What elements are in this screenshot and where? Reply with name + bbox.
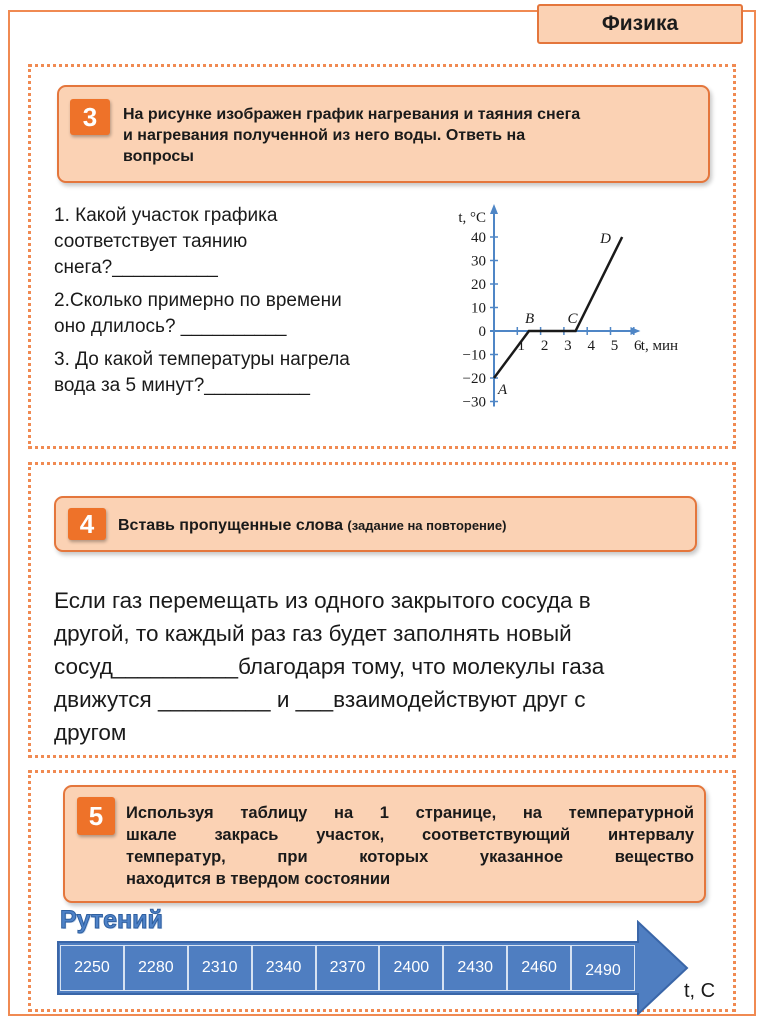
subject-title: Физика [537, 4, 743, 44]
y-axis-arrow [490, 204, 498, 214]
scale-cell[interactable]: 2280 [124, 945, 188, 991]
scale-cell[interactable]: 2490 [571, 945, 635, 991]
x-tick-label: 5 [610, 338, 619, 354]
task5-instruction [126, 802, 694, 890]
question-2-line: оно длилось? __________ [54, 316, 287, 337]
x-tick-label: 1 [517, 338, 526, 354]
question-1-line: снега?__________ [54, 257, 218, 278]
x-axis-title: t, мин [640, 338, 679, 354]
task3-instruction [123, 104, 703, 167]
scale-cell[interactable]: 2400 [379, 945, 443, 991]
scale-axis-label: t, C [684, 980, 716, 1002]
y-tick-label: 40 [471, 230, 486, 246]
task3-questions [54, 203, 424, 399]
x-tick-label: 2 [540, 338, 549, 354]
x-tick-label: 6 [634, 338, 642, 354]
task4-line: другом [54, 720, 127, 745]
task4-paragraph [54, 584, 714, 749]
task4-line: движутся _________ и ___взаимодействуют друг с [54, 687, 586, 712]
y-tick-label: −30 [462, 394, 486, 411]
task4-line: Если газ перемещать из одного закрытого сосуда в [54, 588, 591, 613]
task5-instruction-line: Используя таблицу на 1 странице, на температурной [126, 804, 694, 822]
task4-heading [118, 515, 506, 536]
task5-instruction-line: находится в твердом состоянии [126, 870, 391, 888]
question-2-line: 2.Сколько примерно по времени [54, 290, 342, 311]
point-label: B [524, 311, 535, 327]
y-tick-label: −10 [462, 347, 486, 364]
task5-number: 5 [77, 797, 115, 835]
task4-line: сосуд__________благодаря тому, что молекулы газа [54, 654, 605, 679]
scale-cell[interactable]: 2310 [188, 945, 252, 991]
question-1-line: 1. Какой участок графика [54, 205, 278, 226]
point-label: A [498, 382, 508, 398]
task4-note: (задание на повторение) [347, 518, 507, 533]
temperature-scale [60, 945, 635, 991]
task4-title: Вставь пропущенные слова [118, 517, 343, 534]
heating-curve [494, 237, 622, 378]
x-tick-label: 4 [587, 338, 595, 354]
heating-graph [424, 198, 724, 420]
scale-cell[interactable]: 2460 [507, 945, 571, 991]
scale-cell[interactable]: 2250 [60, 945, 124, 991]
point-label: D [600, 231, 611, 247]
y-tick-label: 10 [471, 300, 486, 317]
scale-cell[interactable]: 2430 [443, 945, 507, 991]
y-axis-title: t, °C [458, 210, 486, 226]
y-tick-label: 0 [478, 324, 486, 340]
task3-number: 3 [70, 99, 110, 135]
x-axis-arrow [630, 327, 640, 335]
task5-instruction-line: температур, при которых указанное вещество [126, 848, 694, 866]
task4-line: другой, то каждый раз газ будет заполнять новый [54, 621, 572, 646]
question-3-line: 3. До какой температуры нагрела [54, 349, 350, 370]
scale-cell[interactable]: 2340 [252, 945, 316, 991]
substance-name: Рутений [60, 906, 163, 934]
task3-instruction-line: На рисунке изображен график нагревания и таяния снега [123, 106, 581, 123]
scale-cell[interactable]: 2370 [316, 945, 380, 991]
task3-instruction-line: вопросы [123, 148, 194, 165]
task5-instruction-line: шкале закрась участок, соответствующий интервалу [126, 826, 694, 844]
question-3-line: вода за 5 минут?__________ [54, 375, 310, 396]
question-1-line: соответствует таянию [54, 231, 248, 252]
y-tick-label: 20 [471, 277, 486, 293]
point-label: C [567, 311, 578, 327]
x-tick-label: 3 [564, 338, 572, 354]
task4-number: 4 [68, 508, 106, 540]
y-tick-label: −20 [462, 371, 486, 387]
y-tick-label: 30 [471, 253, 486, 270]
task3-instruction-line: и нагревания полученной из него воды. Ответь на [123, 127, 526, 144]
